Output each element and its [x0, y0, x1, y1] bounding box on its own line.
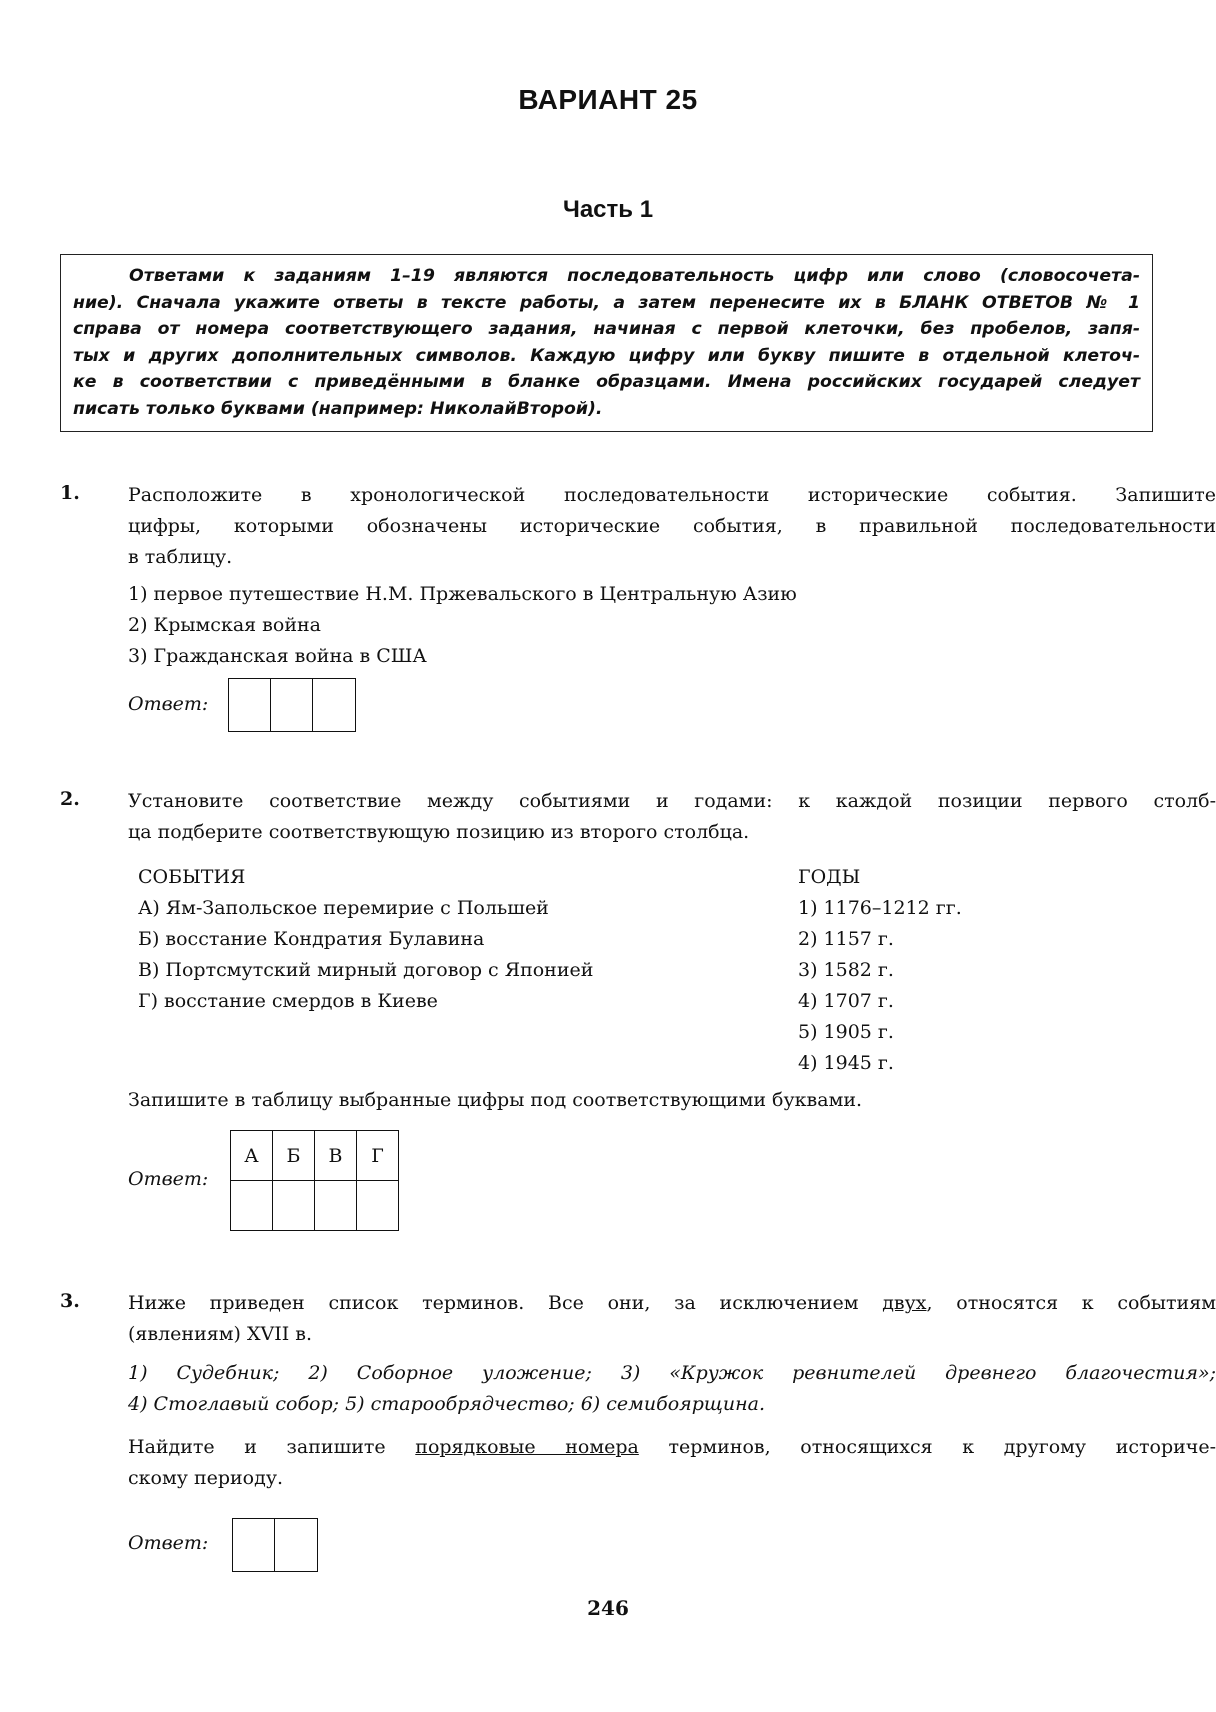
- prompt-text: терминов, относящихся к другому историче-: [638, 1436, 1216, 1458]
- year-item: 1) 1176–1212 гг.: [798, 897, 962, 919]
- option-item: 2) Крымская война: [128, 614, 321, 636]
- task-prompt-line: [128, 1432, 1216, 1463]
- instruction-line: справа от номера соответствующего задания, начиная с первой клеточки, без пробелов, запя-: [73, 319, 1140, 339]
- prompt-emphasis: порядковые номера: [415, 1436, 639, 1458]
- answer-cell[interactable]: [313, 679, 355, 731]
- answer-cells[interactable]: [228, 678, 356, 732]
- answer-cell[interactable]: [231, 1181, 273, 1231]
- task-number: 2.: [60, 788, 80, 810]
- task-prompt-line: цифры, которыми обозначены исторические события, в правильной последовательности: [128, 515, 1216, 537]
- terms-line: 1) Судебник; 2) Соборное уложение; 3) «Кружок ревнителей древнего благочестия»;: [128, 1362, 1216, 1384]
- prompt-text: , относятся к событиям: [926, 1292, 1216, 1314]
- table-instruction: Запишите в таблицу выбранные цифры под соответствующими буквами.: [128, 1089, 863, 1111]
- answer-cell[interactable]: [273, 1181, 315, 1231]
- instruction-line: ке в соответствии с приведёнными в бланке образцами. Имена российских государей следует: [73, 372, 1140, 392]
- table-header-cell: А: [231, 1131, 273, 1181]
- task-number: 3.: [60, 1290, 80, 1312]
- answer-label: Ответ:: [128, 1168, 209, 1190]
- table-header-cell: В: [315, 1131, 357, 1181]
- answer-cells[interactable]: [232, 1518, 318, 1572]
- instruction-line: Ответами к заданиям 1–19 являются последовательность цифр или слово (словосочета-: [129, 266, 1140, 286]
- years-column: [798, 862, 962, 1079]
- task-number: 1.: [60, 482, 80, 504]
- prompt-text: Найдите и запишите: [128, 1436, 416, 1458]
- year-item: 5) 1905 г.: [798, 1021, 894, 1043]
- instructions-box: [60, 254, 1153, 432]
- table-header-cell: Б: [273, 1131, 315, 1181]
- column-header: СОБЫТИЯ: [138, 866, 246, 888]
- instruction-line: писать только буквами (например: НиколайВторой).: [73, 398, 603, 419]
- answer-cell[interactable]: [315, 1181, 357, 1231]
- events-column: [138, 862, 593, 1017]
- event-item: В) Портсмутский мирный договор с Японией: [138, 959, 594, 981]
- answer-table: [230, 1130, 399, 1231]
- part-title: Часть 1: [562, 196, 654, 223]
- year-item: 2) 1157 г.: [798, 928, 894, 950]
- option-item: 1) первое путешествие Н.М. Пржевальского в Центральную Азию: [128, 583, 797, 605]
- year-item: 3) 1582 г.: [798, 959, 894, 981]
- event-item: Г) восстание смердов в Киеве: [138, 990, 438, 1012]
- answer-cell[interactable]: [271, 679, 313, 731]
- task-prompt-line: ца подберите соответствующую позицию из второго столбца.: [128, 821, 750, 843]
- task-prompt-line: (явлениям) XVII в.: [128, 1323, 312, 1345]
- task-prompt-line: [128, 1288, 1216, 1319]
- page-title: ВАРИАНТ 25: [518, 84, 698, 115]
- year-item: 4) 1945 г.: [798, 1052, 894, 1074]
- event-item: Б) восстание Кондратия Булавина: [138, 928, 485, 950]
- task-prompt-line: Расположите в хронологической последовательности исторические события. Запишите: [128, 484, 1216, 506]
- instruction-line: тых и других дополнительных символов. Каждую цифру или букву пишите в отдельной клеточ-: [73, 345, 1140, 366]
- column-header: ГОДЫ: [798, 866, 861, 888]
- instruction-line: ние). Сначала укажите ответы в тексте работы, а затем перенесите их в БЛАНК ОТВЕТОВ № 1: [73, 292, 1140, 313]
- task-prompt-line: скому периоду.: [128, 1467, 284, 1489]
- answer-cell[interactable]: [233, 1519, 275, 1571]
- prompt-text: Ниже приведен список терминов. Все они, за исключением: [128, 1292, 883, 1314]
- answer-label: Ответ:: [128, 1532, 209, 1554]
- answer-label: Ответ:: [128, 693, 209, 715]
- event-item: А) Ям-Запольское перемирие с Польшей: [138, 897, 549, 919]
- answer-cell[interactable]: [357, 1181, 399, 1231]
- task-prompt-line: в таблицу.: [128, 546, 233, 568]
- terms-line: 4) Стоглавый собор; 5) старообрядчество; 6) семибоярщина.: [128, 1393, 766, 1415]
- answer-cell[interactable]: [229, 679, 271, 731]
- table-header-cell: Г: [357, 1131, 399, 1181]
- page-number: 246: [587, 1596, 629, 1620]
- year-item: 4) 1707 г.: [798, 990, 894, 1012]
- option-item: 3) Гражданская война в США: [128, 645, 427, 667]
- answer-cell[interactable]: [275, 1519, 317, 1571]
- task-prompt-line: Установите соответствие между событиями и годами: к каждой позиции первого столб-: [128, 790, 1216, 812]
- prompt-emphasis: двух: [882, 1292, 927, 1314]
